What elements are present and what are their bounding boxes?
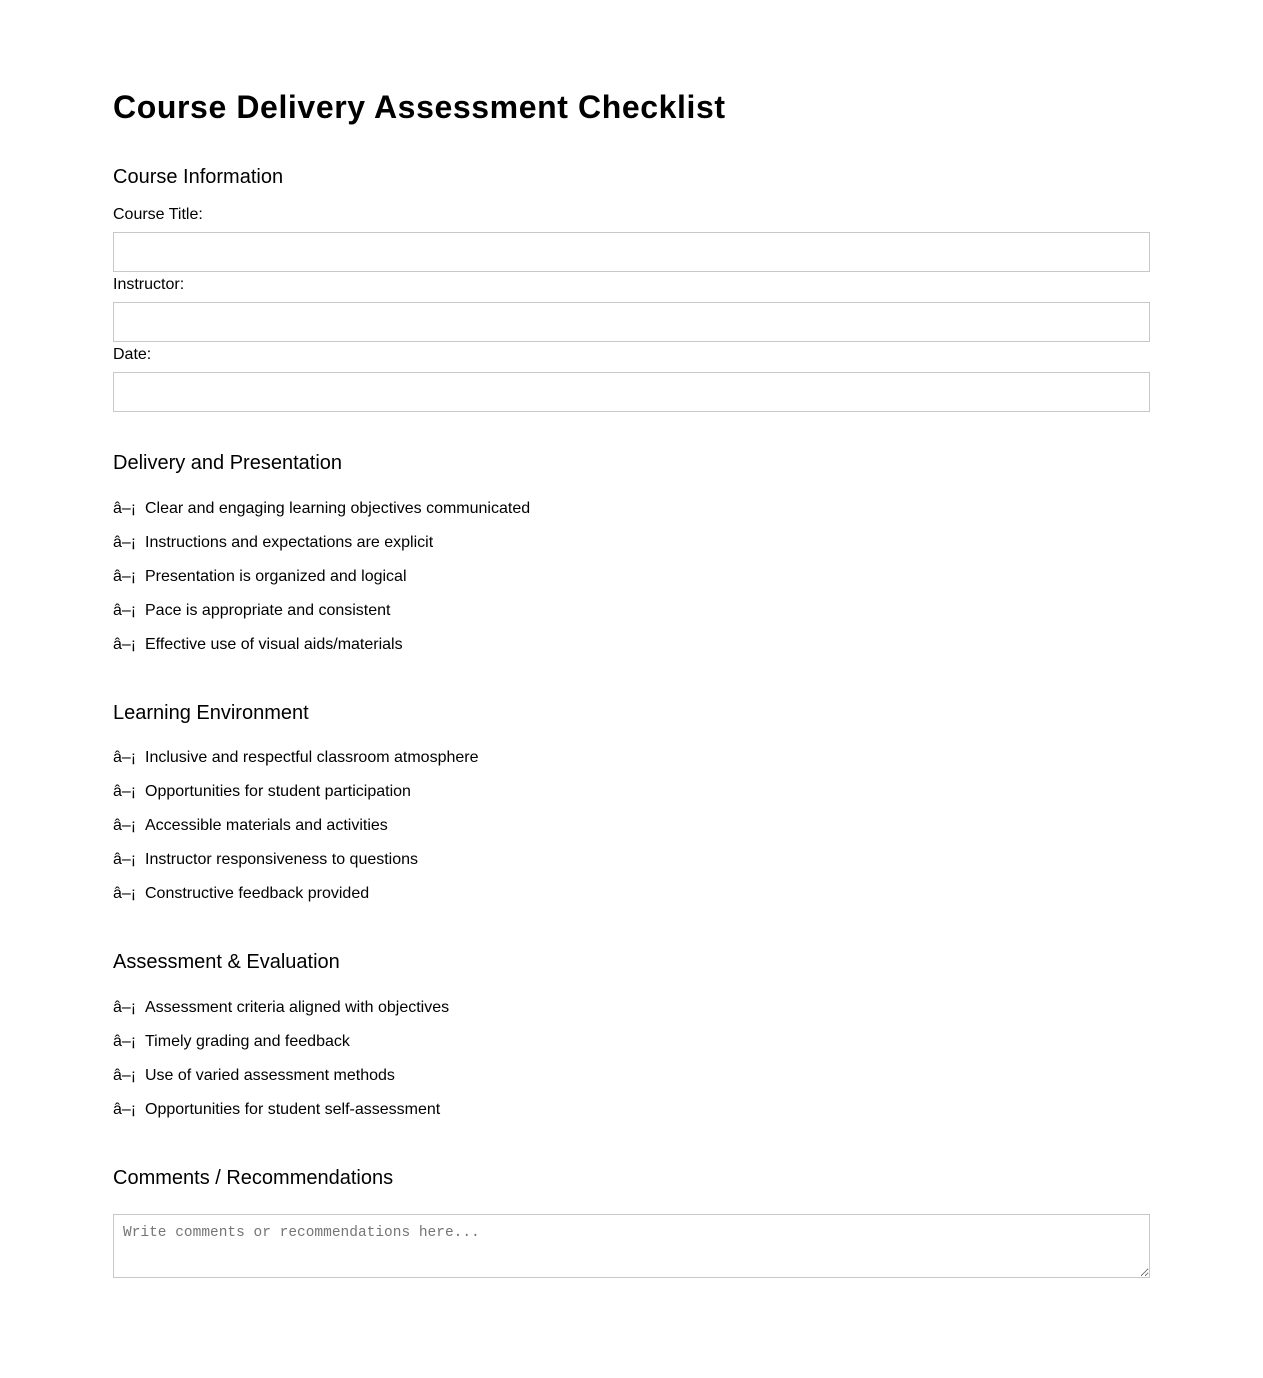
comments-heading: Comments / Recommendations (113, 1167, 394, 1189)
checklist-item[interactable] (113, 567, 407, 587)
checklist-item[interactable] (113, 884, 369, 904)
checklist-item-label: Opportunities for student participation (145, 783, 411, 800)
checklist-item[interactable] (113, 635, 403, 655)
checklist-item[interactable] (113, 998, 449, 1018)
checklist-item-label: Constructive feedback provided (145, 885, 370, 902)
comments-textarea[interactable] (113, 1214, 1150, 1278)
checkbox-icon[interactable]: â–¡ (113, 636, 137, 653)
course-title-label: Course Title: (113, 206, 203, 223)
checkbox-icon[interactable]: â–¡ (113, 1101, 137, 1118)
environment-heading: Learning Environment (113, 702, 309, 724)
checkbox-icon[interactable]: â–¡ (113, 568, 137, 585)
instructor-input[interactable] (113, 302, 1150, 342)
checklist-item[interactable] (113, 1066, 395, 1086)
checkbox-icon[interactable]: â–¡ (113, 749, 137, 766)
checklist-item-label: Assessment criteria aligned with objectives (145, 999, 450, 1016)
checklist-item[interactable] (113, 1100, 440, 1120)
checklist-item[interactable] (113, 782, 411, 802)
instructor-label: Instructor: (113, 276, 185, 293)
checklist-item-label: Clear and engaging learning objectives communicated (145, 500, 531, 517)
date-label: Date: (113, 346, 152, 363)
checkbox-icon[interactable]: â–¡ (113, 602, 137, 619)
course-title-input[interactable] (113, 232, 1150, 272)
checkbox-icon[interactable]: â–¡ (113, 885, 137, 902)
date-input[interactable] (113, 372, 1150, 412)
checklist-item-label: Opportunities for student self-assessment (145, 1101, 441, 1118)
course-info-heading: Course Information (113, 166, 284, 188)
checklist-item[interactable] (113, 499, 530, 519)
checklist-item[interactable] (113, 850, 418, 870)
checkbox-icon[interactable]: â–¡ (113, 851, 137, 868)
checklist-item-label: Inclusive and respectful classroom atmosphere (145, 749, 479, 766)
checklist-item[interactable] (113, 533, 433, 553)
page-title: Course Delivery Assessment Checklist (113, 89, 726, 125)
checklist-item[interactable] (113, 816, 388, 836)
checkbox-icon[interactable]: â–¡ (113, 817, 137, 834)
checkbox-icon[interactable]: â–¡ (113, 534, 137, 551)
checkbox-icon[interactable]: â–¡ (113, 999, 137, 1016)
checklist-item-label: Use of varied assessment methods (145, 1067, 395, 1084)
checklist-item-label: Presentation is organized and logical (145, 568, 407, 585)
checklist-item[interactable] (113, 1032, 350, 1052)
delivery-heading: Delivery and Presentation (113, 452, 343, 474)
checklist-item-label: Instructions and expectations are explicit (145, 534, 434, 551)
checkbox-icon[interactable]: â–¡ (113, 1033, 137, 1050)
checklist-item[interactable] (113, 748, 479, 768)
checklist-item-label: Pace is appropriate and consistent (145, 602, 391, 619)
checklist-item-label: Accessible materials and activities (145, 817, 388, 834)
checklist-item-label: Instructor responsiveness to questions (145, 851, 419, 868)
assessment-heading: Assessment & Evaluation (113, 951, 340, 973)
checkbox-icon[interactable]: â–¡ (113, 500, 137, 517)
checklist-item-label: Effective use of visual aids/materials (145, 636, 403, 653)
checklist-item[interactable] (113, 601, 390, 621)
checklist-item-label: Timely grading and feedback (145, 1033, 350, 1050)
checkbox-icon[interactable]: â–¡ (113, 1067, 137, 1084)
checkbox-icon[interactable]: â–¡ (113, 783, 137, 800)
